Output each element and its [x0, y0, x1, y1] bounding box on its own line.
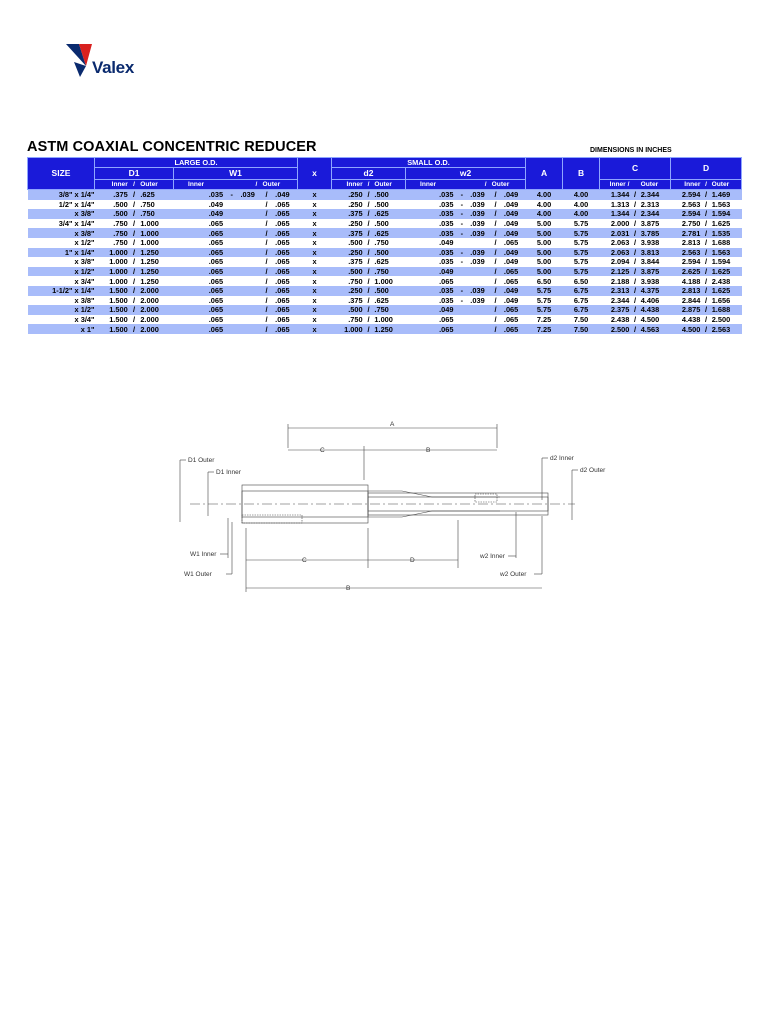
cell-size: x 3/4": [28, 315, 95, 325]
table-body: [28, 190, 742, 334]
cell-a: 4.00: [526, 190, 563, 200]
table-row: [28, 296, 742, 306]
cell-w2: .035 - .039 / .049: [406, 209, 526, 219]
table-row: [28, 276, 742, 286]
cell-d: 2.594 / 1.594: [671, 209, 742, 219]
cell-a: 5.00: [526, 267, 563, 277]
cell-d: 2.594 / 1.469: [671, 190, 742, 200]
cell-d2: .250 / .500: [332, 190, 406, 200]
cell-w1: .065 / .065: [174, 267, 298, 277]
cell-d2: .750 / 1.000: [332, 276, 406, 286]
cell-d: 2.625 / 1.625: [671, 267, 742, 277]
cell-x: x: [298, 267, 332, 277]
cell-x: x: [298, 276, 332, 286]
cell-d1: 1.500 / 2.000: [95, 296, 174, 306]
cell-w2: .065 / .065: [406, 315, 526, 325]
cell-w1: .065 / .065: [174, 228, 298, 238]
cell-w2: .035 - .039 / .049: [406, 200, 526, 210]
cell-d1: 1.500 / 2.000: [95, 305, 174, 315]
table-row: [28, 324, 742, 334]
cell-a: 7.25: [526, 324, 563, 334]
label-d1-outer: D1 Outer: [188, 457, 215, 464]
cell-b: 7.50: [563, 315, 600, 325]
cell-d2: .500 / .750: [332, 238, 406, 248]
cell-w2: .035 - .039 / .049: [406, 286, 526, 296]
cell-size: 1-1/2" x 1/4": [28, 286, 95, 296]
header-large-od: LARGE O.D.: [95, 158, 298, 168]
cell-d2: .500 / .750: [332, 267, 406, 277]
table-row: [28, 219, 742, 229]
cell-w2: .035 - .039 / .049: [406, 228, 526, 238]
cell-c: 2.063 / 3.813: [600, 248, 671, 258]
cell-d: 2.844 / 1.656: [671, 296, 742, 306]
cell-c: 2.375 / 4.438: [600, 305, 671, 315]
cell-b: 5.75: [563, 238, 600, 248]
label-d2-inner: d2 Inner: [550, 455, 574, 462]
label-d-bottom: D: [410, 557, 415, 564]
cell-d: 2.875 / 1.688: [671, 305, 742, 315]
cell-a: 5.75: [526, 305, 563, 315]
cell-x: x: [298, 286, 332, 296]
cell-size: 3/4" x 1/4": [28, 219, 95, 229]
header-d: D: [671, 158, 742, 180]
cell-b: 5.75: [563, 219, 600, 229]
cell-size: x 1/2": [28, 267, 95, 277]
cell-c: 2.188 / 3.938: [600, 276, 671, 286]
header-c: C: [600, 158, 671, 180]
label-b-bottom: B: [346, 585, 351, 592]
cell-d1: 1.000 / 1.250: [95, 257, 174, 267]
header-d2: d2: [332, 168, 406, 180]
cell-c: 2.125 / 3.875: [600, 267, 671, 277]
cell-size: x 3/8": [28, 228, 95, 238]
header-a: A: [526, 158, 563, 190]
table-row: [28, 238, 742, 248]
cell-w1: .065 / .065: [174, 238, 298, 248]
cell-x: x: [298, 228, 332, 238]
logo-tail: [74, 62, 86, 77]
cell-w1: .065 / .065: [174, 324, 298, 334]
cell-d1: 1.500 / 2.000: [95, 324, 174, 334]
label-w1-inner: W1 Inner: [190, 551, 217, 558]
cell-c: 2.500 / 4.563: [600, 324, 671, 334]
cell-d2: .375 / .625: [332, 257, 406, 267]
cell-d1: 1.000 / 1.250: [95, 267, 174, 277]
cell-d: 2.563 / 1.563: [671, 248, 742, 258]
table-row: [28, 257, 742, 267]
cell-b: 6.75: [563, 296, 600, 306]
cell-d2: .500 / .750: [332, 305, 406, 315]
weld-band-bottom: [242, 515, 302, 523]
cell-b: 6.75: [563, 286, 600, 296]
cell-x: x: [298, 305, 332, 315]
cell-size: x 3/8": [28, 296, 95, 306]
label-b-top: B: [426, 447, 431, 454]
cell-b: 4.00: [563, 190, 600, 200]
cell-c: 1.344 / 2.344: [600, 209, 671, 219]
cell-d2: .375 / .625: [332, 228, 406, 238]
label-w1-outer: W1 Outer: [184, 571, 212, 578]
cell-d1: .750 / 1.000: [95, 219, 174, 229]
subheader-d: Inner / Outer: [671, 180, 742, 190]
cell-w1: .035 - .039 / .049: [174, 190, 298, 200]
cell-d: 2.594 / 1.594: [671, 257, 742, 267]
cell-d2: .250 / .500: [332, 219, 406, 229]
cell-a: 5.75: [526, 286, 563, 296]
cell-b: 5.75: [563, 267, 600, 277]
cell-size: x 3/4": [28, 276, 95, 286]
cell-b: 6.75: [563, 305, 600, 315]
subheader-c: Inner / Outer: [600, 180, 671, 190]
cell-d: 4.500 / 2.563: [671, 324, 742, 334]
subheader-d1: Inner / Outer: [95, 180, 174, 190]
cell-b: 6.50: [563, 276, 600, 286]
cell-w2: .035 - .039 / .049: [406, 296, 526, 306]
cell-b: 5.75: [563, 228, 600, 238]
table-row: [28, 200, 742, 210]
taper-lower: [368, 511, 500, 517]
label-c-bottom: C: [302, 557, 307, 564]
cell-w2: .035 - .039 / .049: [406, 219, 526, 229]
cell-x: x: [298, 324, 332, 334]
cell-x: x: [298, 219, 332, 229]
cell-a: 5.00: [526, 238, 563, 248]
cell-d2: .375 / .625: [332, 296, 406, 306]
cell-size: x 1": [28, 324, 95, 334]
cell-a: 6.50: [526, 276, 563, 286]
cell-w1: .065 / .065: [174, 296, 298, 306]
page-title: ASTM COAXIAL CONCENTRIC REDUCER: [27, 139, 317, 155]
cell-c: 2.344 / 4.406: [600, 296, 671, 306]
cell-d1: .500 / .750: [95, 209, 174, 219]
table-row: [28, 305, 742, 315]
cell-w1: .065 / .065: [174, 305, 298, 315]
label-w2-inner: w2 Inner: [480, 553, 505, 560]
label-w2-outer: w2 Outer: [500, 571, 527, 578]
table-row: [28, 209, 742, 219]
cell-d2: 1.000 / 1.250: [332, 324, 406, 334]
cell-a: 4.00: [526, 200, 563, 210]
cell-d2: .250 / .500: [332, 200, 406, 210]
cell-w2: .035 - .039 / .049: [406, 248, 526, 258]
cell-d2: .250 / .500: [332, 286, 406, 296]
dimensions-note: DIMENSIONS IN INCHES: [590, 147, 672, 154]
cell-size: x 3/8": [28, 257, 95, 267]
cell-d: 2.563 / 1.563: [671, 200, 742, 210]
cell-a: 5.00: [526, 257, 563, 267]
cell-d1: 1.000 / 1.250: [95, 248, 174, 258]
cell-d1: 1.500 / 2.000: [95, 315, 174, 325]
cell-w1: .065 / .065: [174, 248, 298, 258]
cell-a: 5.00: [526, 228, 563, 238]
cell-x: x: [298, 296, 332, 306]
label-d1-inner: D1 Inner: [216, 469, 241, 476]
cell-w1: .049 / .065: [174, 209, 298, 219]
cell-size: x 1/2": [28, 238, 95, 248]
cell-x: x: [298, 248, 332, 258]
cell-d1: .500 / .750: [95, 200, 174, 210]
cell-a: 5.00: [526, 219, 563, 229]
cell-w2: .049 / .065: [406, 267, 526, 277]
reducer-spec-table: [27, 157, 742, 334]
table-row: [28, 286, 742, 296]
cell-d: 2.813 / 1.625: [671, 286, 742, 296]
reducer-drawing: [170, 418, 620, 598]
cell-w1: .065 / .065: [174, 286, 298, 296]
label-d2-outer: d2 Outer: [580, 467, 606, 474]
cell-a: 5.75: [526, 296, 563, 306]
table-row: [28, 190, 742, 200]
label-a: A: [390, 421, 395, 428]
cell-size: x 1/2": [28, 305, 95, 315]
cell-w1: .065 / .065: [174, 315, 298, 325]
subheader-d2: Inner / Outer: [332, 180, 406, 190]
cell-d1: 1.000 / 1.250: [95, 276, 174, 286]
subheader-w2: Inner / Outer: [406, 180, 526, 190]
header-d1: D1: [95, 168, 174, 180]
cell-a: 4.00: [526, 209, 563, 219]
header-w1: W1: [174, 168, 298, 180]
cell-c: 1.313 / 2.313: [600, 200, 671, 210]
cell-w1: .065 / .065: [174, 257, 298, 267]
cell-x: x: [298, 315, 332, 325]
cell-b: 7.50: [563, 324, 600, 334]
cell-d: 2.781 / 1.535: [671, 228, 742, 238]
cell-d: 2.750 / 1.625: [671, 219, 742, 229]
header-w2: w2: [406, 168, 526, 180]
cell-w2: .065 / .065: [406, 324, 526, 334]
cell-size: 1" x 1/4": [28, 248, 95, 258]
cell-c: 2.438 / 4.500: [600, 315, 671, 325]
cell-x: x: [298, 257, 332, 267]
cell-a: 7.25: [526, 315, 563, 325]
cell-w1: .049 / .065: [174, 200, 298, 210]
cell-c: 2.031 / 3.785: [600, 228, 671, 238]
cell-d: 4.188 / 2.438: [671, 276, 742, 286]
brand-name: Valex: [92, 58, 134, 77]
cell-d2: .375 / .625: [332, 209, 406, 219]
cell-b: 4.00: [563, 209, 600, 219]
cell-d1: .375 / .625: [95, 190, 174, 200]
header-small-od: SMALL O.D.: [332, 158, 526, 168]
cell-d2: .750 / 1.000: [332, 315, 406, 325]
cell-c: 1.344 / 2.344: [600, 190, 671, 200]
cell-d1: 1.500 / 2.000: [95, 286, 174, 296]
table-row: [28, 315, 742, 325]
cell-w1: .065 / .065: [174, 276, 298, 286]
label-c-top: C: [320, 447, 325, 454]
cell-d: 2.813 / 1.688: [671, 238, 742, 248]
cell-w2: .049 / .065: [406, 238, 526, 248]
table-row: [28, 267, 742, 277]
cell-size: 1/2" x 1/4": [28, 200, 95, 210]
subheader-w1: Inner / Outer: [174, 180, 298, 190]
cell-w2: .065 / .065: [406, 276, 526, 286]
cell-c: 2.063 / 3.938: [600, 238, 671, 248]
cell-size: 3/8" x 1/4": [28, 190, 95, 200]
cell-b: 4.00: [563, 200, 600, 210]
cell-w1: .065 / .065: [174, 219, 298, 229]
table-row: [28, 228, 742, 238]
header-size: SIZE: [28, 158, 95, 190]
end-fitting-top: [475, 494, 497, 502]
cell-d2: .250 / .500: [332, 248, 406, 258]
cell-b: 5.75: [563, 248, 600, 258]
cell-a: 5.00: [526, 248, 563, 258]
cell-size: x 3/8": [28, 209, 95, 219]
cell-x: x: [298, 190, 332, 200]
cell-d1: .750 / 1.000: [95, 238, 174, 248]
cell-x: x: [298, 200, 332, 210]
header-x: x: [298, 158, 332, 190]
cell-w2: .035 - .039 / .049: [406, 190, 526, 200]
cell-d1: .750 / 1.000: [95, 228, 174, 238]
cell-c: 2.094 / 3.844: [600, 257, 671, 267]
cell-x: x: [298, 209, 332, 219]
cell-c: 2.313 / 4.375: [600, 286, 671, 296]
cell-x: x: [298, 238, 332, 248]
cell-c: 2.000 / 3.875: [600, 219, 671, 229]
cell-d: 4.438 / 2.500: [671, 315, 742, 325]
cell-b: 5.75: [563, 257, 600, 267]
header-b: B: [563, 158, 600, 190]
cell-w2: .049 / .065: [406, 305, 526, 315]
cell-w2: .035 - .039 / .049: [406, 257, 526, 267]
table-row: [28, 248, 742, 258]
